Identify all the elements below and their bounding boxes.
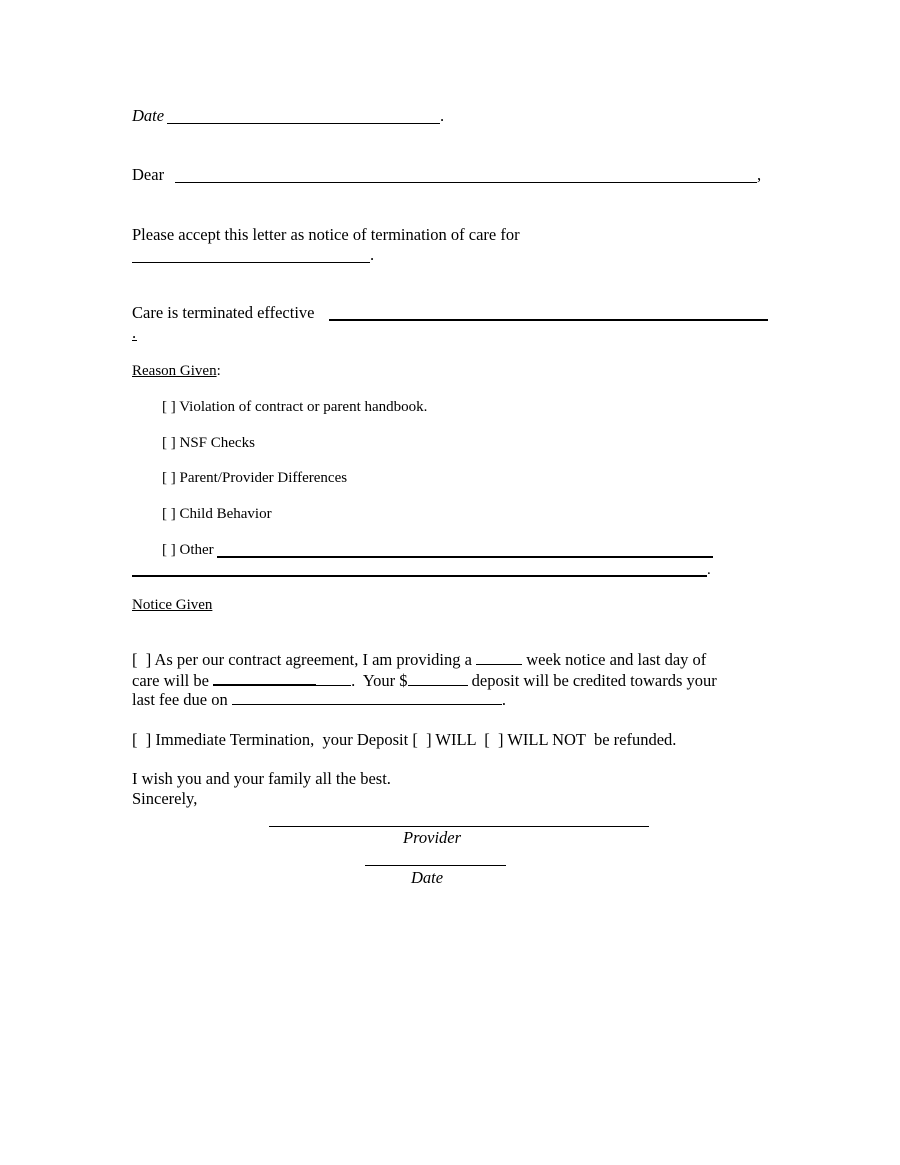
signature-date-line[interactable] (365, 865, 506, 866)
other-blank-2[interactable] (132, 575, 707, 577)
reason-option-violation[interactable]: [ ] Violation of contract or parent handbook. (162, 399, 428, 415)
last-fee-date-blank[interactable] (232, 690, 502, 705)
effective-period: . (132, 323, 137, 342)
reason-heading: Reason Given: (132, 363, 221, 379)
other-period: . (707, 562, 711, 578)
other-blank-1[interactable] (217, 556, 713, 558)
immediate-termination-text[interactable]: [ ] Immediate Termination, your Deposit [ ] WILL [ ] WILL NOT be refunded. (132, 730, 677, 749)
deposit-amount-blank[interactable] (408, 671, 468, 686)
weeks-blank[interactable] (476, 650, 522, 665)
reason-option-differences[interactable]: [ ] Parent/Provider Differences (162, 470, 348, 486)
notice-line-2: care will be . Your $ deposit will be credited towards your (132, 671, 717, 690)
dear-comma: , (757, 165, 762, 184)
effective-text: Care is terminated effective (132, 303, 315, 322)
recipient-blank[interactable] (175, 182, 757, 183)
sincerely-text: Sincerely, (132, 789, 198, 808)
effective-date-blank[interactable] (487, 319, 768, 321)
reason-option-other[interactable]: [ ] Other (162, 542, 214, 558)
notice-option-text[interactable]: [ ] As per our contract agreement, I am providing a (132, 650, 472, 669)
notice-line-3: last fee due on . (132, 690, 507, 709)
accept-text: Please accept this letter as notice of termination of care for (132, 225, 520, 244)
wish-text: I wish you and your family all the best. (132, 769, 391, 788)
accept-period: . (370, 245, 375, 264)
last-day-blank-bold[interactable] (213, 670, 316, 686)
provider-signature-line[interactable] (269, 826, 649, 827)
reason-option-behavior[interactable]: [ ] Child Behavior (162, 506, 272, 522)
last-day-blank[interactable] (316, 671, 351, 686)
date-blank[interactable] (167, 123, 440, 124)
notice-line-1: [ ] As per our contract agreement, I am providing a week notice and last day of (132, 650, 707, 669)
notice-heading: Notice Given (132, 597, 213, 613)
dear-label: Dear (132, 165, 165, 184)
date-period: . (440, 106, 445, 125)
date-label: Date (132, 106, 165, 125)
effective-date-blank-bold[interactable] (329, 319, 487, 321)
signature-date-label: Date (411, 868, 444, 887)
provider-label: Provider (403, 828, 462, 847)
child-name-blank[interactable] (132, 262, 370, 263)
effective-underscore (132, 340, 137, 341)
reason-option-nsf[interactable]: [ ] NSF Checks (162, 435, 255, 451)
